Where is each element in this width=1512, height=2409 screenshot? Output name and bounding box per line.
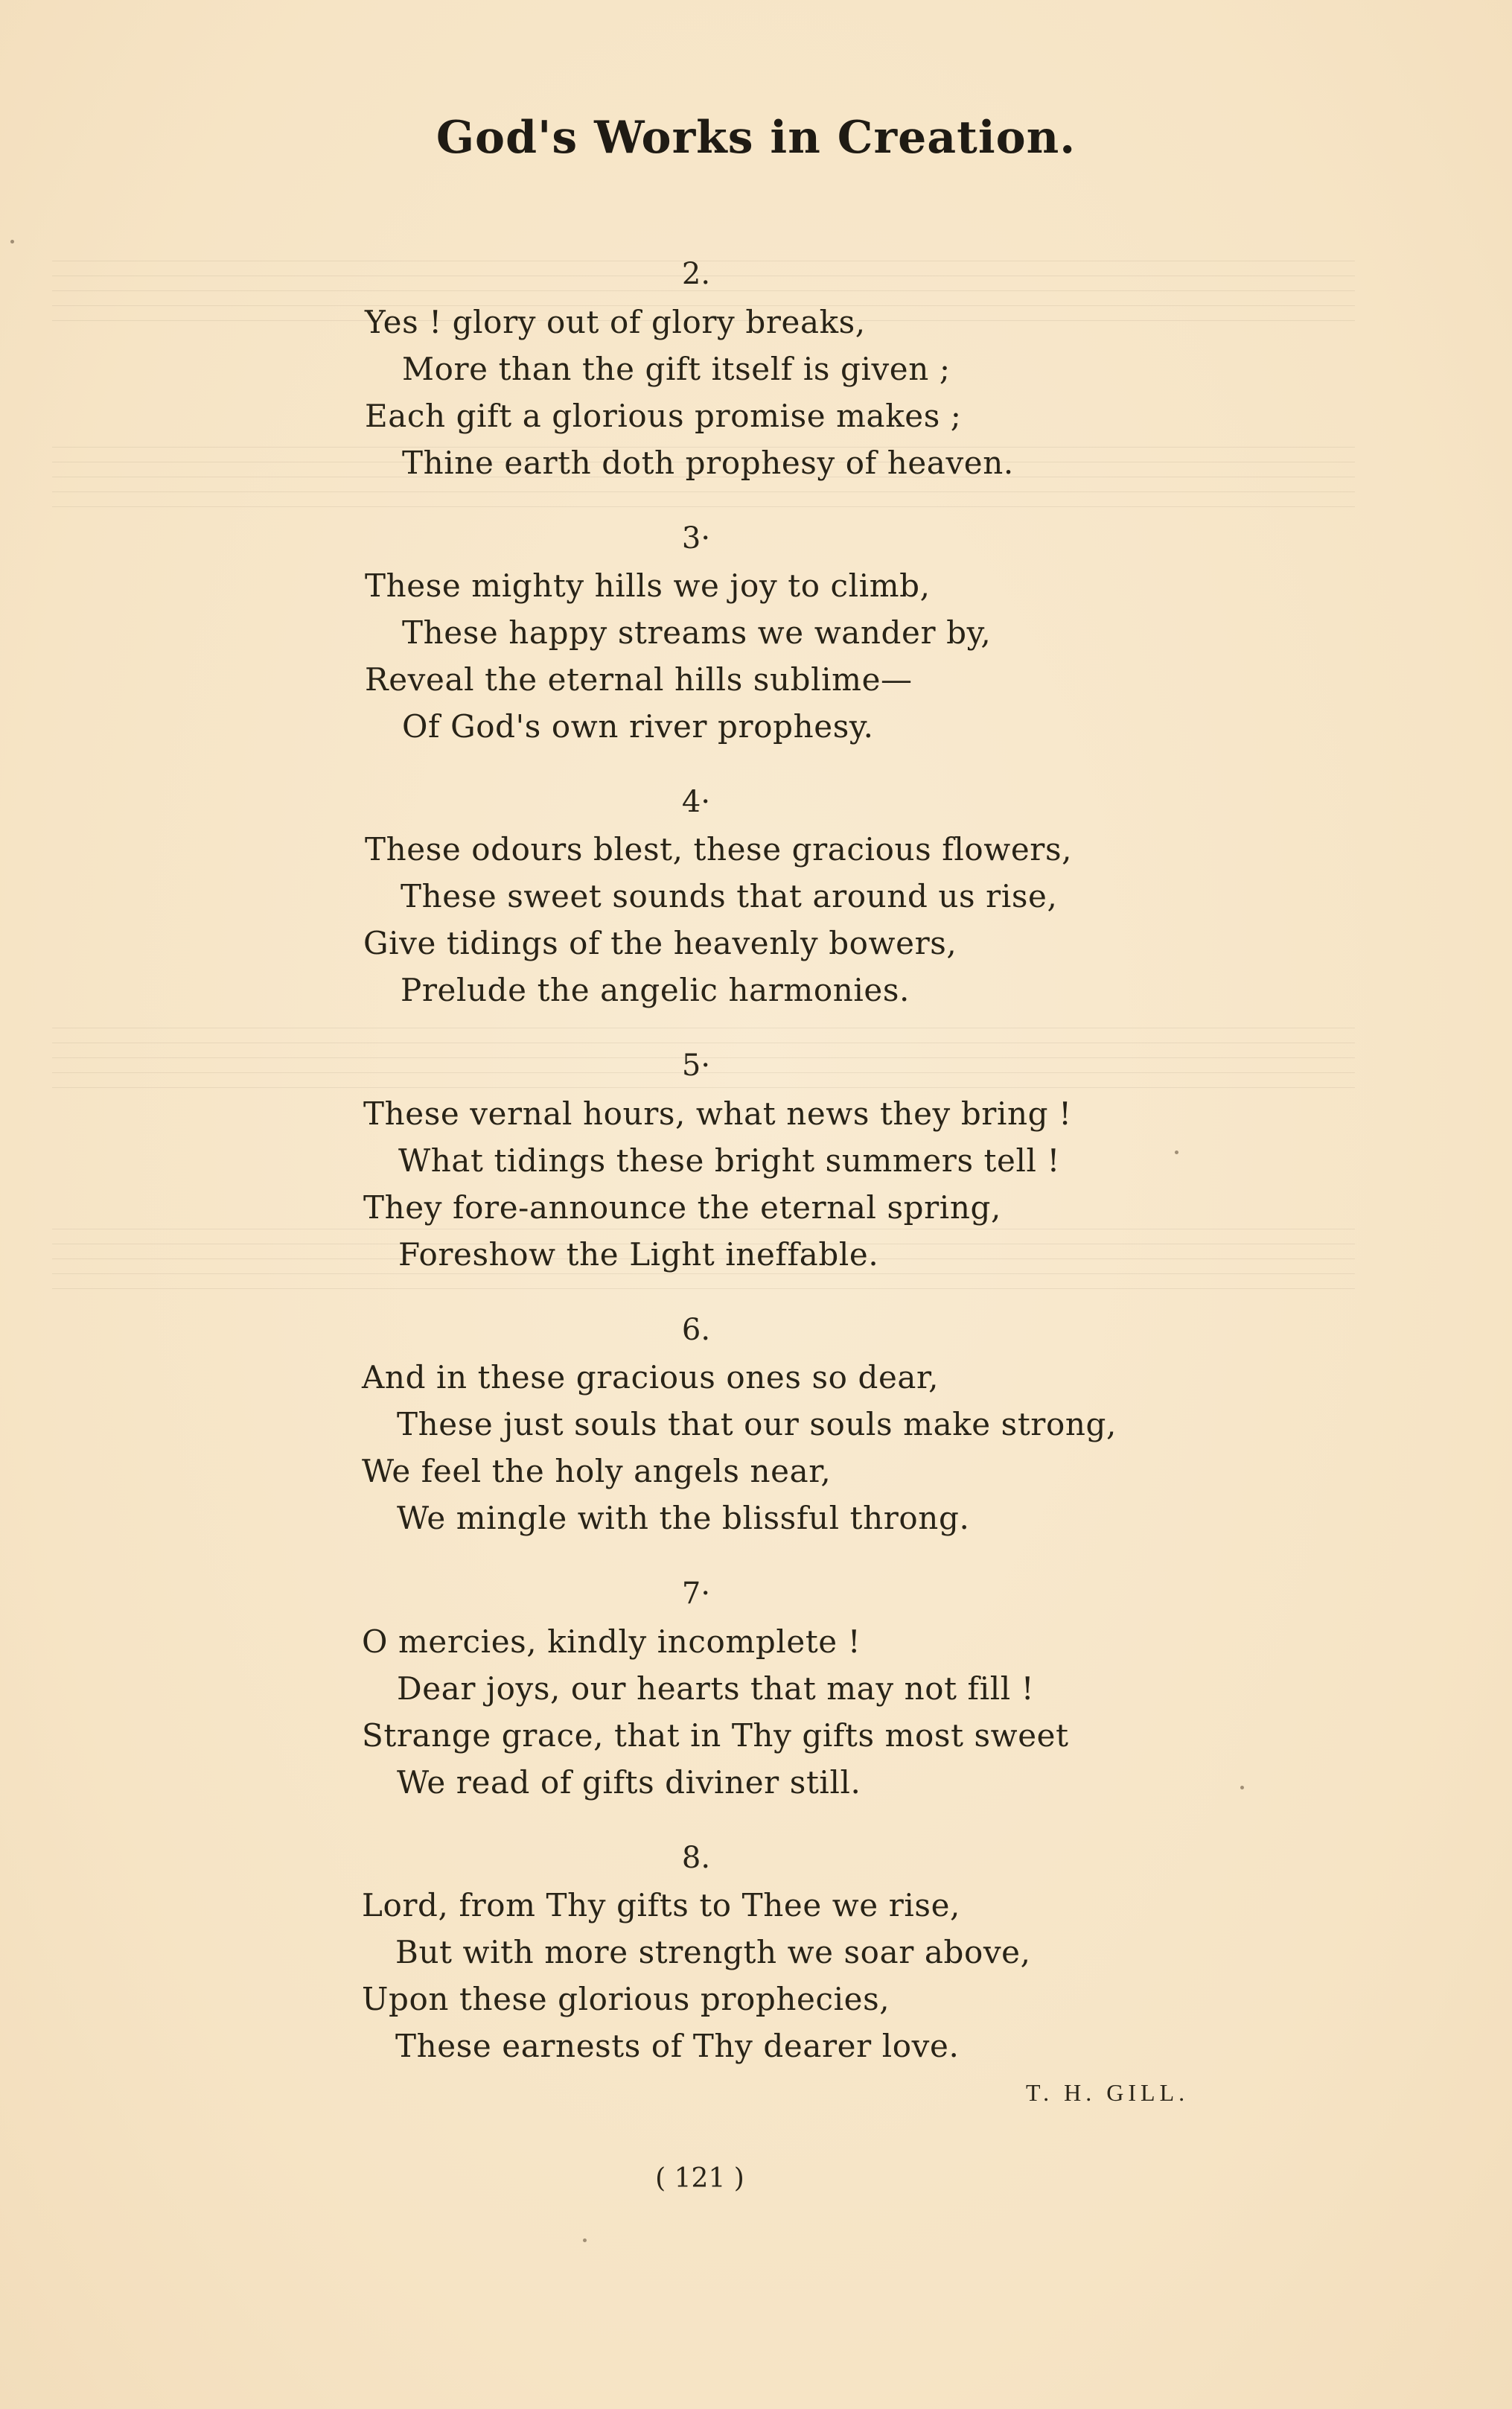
verse-line: They fore-announce the eternal spring, [363,1189,1001,1226]
verse-line: And in these gracious ones so dear, [362,1359,940,1396]
stanza-number: 4· [681,785,711,819]
verse-line: Dear joys, our hearts that may not fill ! [397,1670,1035,1707]
stanza-number: 8. [681,1841,711,1875]
stanza-number: 3· [681,521,711,556]
verse-line: We read of gifts diviner still. [397,1764,861,1801]
print-speck [1175,1151,1178,1154]
verse-line: These mighty hills we joy to climb, [365,567,931,604]
verse-line: These happy streams we wander by, [402,614,992,651]
verse-line: Thine earth doth prophesy of heaven. [402,445,1014,481]
verse-line: Prelude the angelic harmonies. [401,972,910,1008]
verse-line: Yes ! glory out of glory breaks, [365,304,866,340]
verse-line: O mercies, kindly incomplete ! [362,1623,861,1660]
verse-line: These sweet sounds that around us rise, [401,878,1058,914]
print-speck [1240,1786,1244,1789]
verse-line: Upon these glorious prophecies, [362,1981,890,2017]
verse-line: These just souls that our souls make strong, [397,1406,1117,1442]
verse-line: Of God's own river prophesy. [402,708,874,745]
verse-line: Strange grace, that in Thy gifts most sweet [362,1717,1069,1754]
print-speck [583,2238,587,2242]
author-credit: T. H. GILL. [1026,2079,1190,2106]
verse-line: These odours blest, these gracious flowers, [365,831,1073,868]
page-number: ( 121 ) [655,2163,744,2194]
hymn-title: God's Works in Creation. [436,112,1076,164]
stanza-number: 7· [681,1576,711,1611]
verse-line: These earnests of Thy dearer love. [395,2028,960,2064]
verse-line: We feel the holy angels near, [362,1453,832,1489]
verse-line: What tidings these bright summers tell ! [398,1142,1060,1179]
verse-line: Reveal the eternal hills sublime— [365,661,913,698]
verse-line: These vernal hours, what news they bring ! [363,1095,1072,1132]
stanza-number: 6. [681,1313,711,1347]
verse-line: More than the gift itself is given ; [402,351,951,387]
verse-line: But with more strength we soar above, [395,1934,1031,1970]
verse-line: We mingle with the blissful throng. [397,1500,970,1536]
verse-line: Each gift a glorious promise makes ; [365,398,962,434]
stanza-number: 5· [681,1048,711,1083]
print-speck [10,240,14,244]
verse-line: Lord, from Thy gifts to Thee we rise, [362,1887,960,1923]
verse-line: Foreshow the Light ineffable. [398,1236,879,1273]
stanza-number: 2. [681,257,711,291]
verse-line: Give tidings of the heavenly bowers, [363,925,957,961]
